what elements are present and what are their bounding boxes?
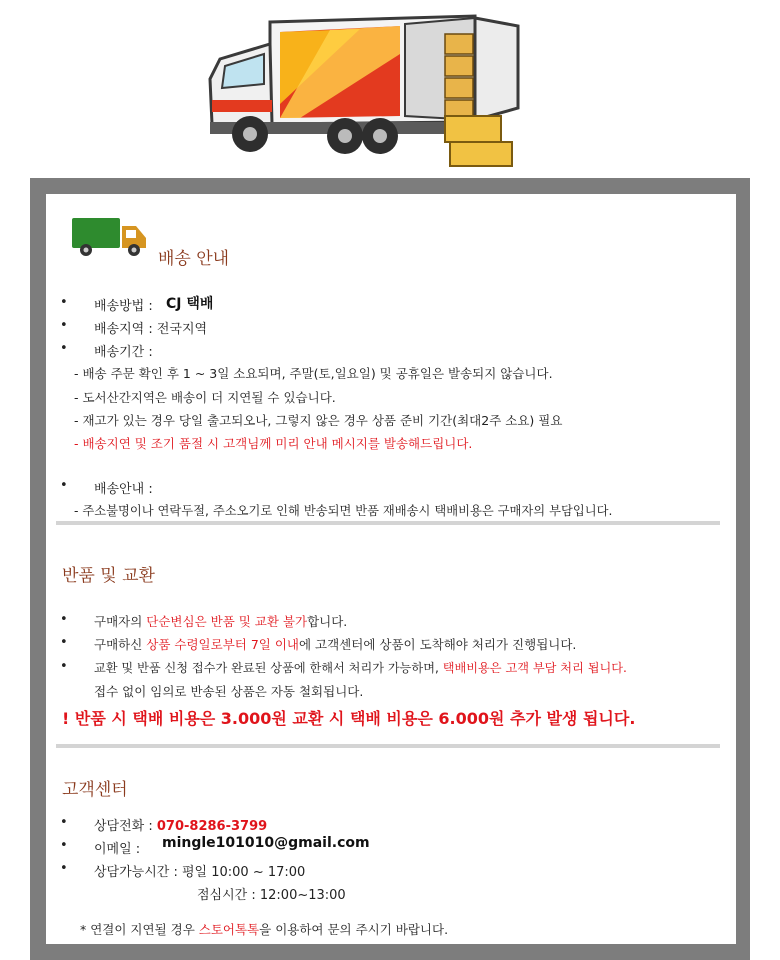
shipping-notice-label: 배송안내 :: [94, 482, 153, 497]
bullet: •: [60, 341, 68, 356]
delivery-truck-icon: [200, 4, 520, 169]
bullet: •: [60, 612, 68, 627]
customer-center-title: 고객센터: [62, 780, 128, 800]
email-label: 이메일 :: [94, 842, 141, 857]
green-truck-icon: [70, 214, 150, 258]
period-line-1: - 배송 주문 확인 후 1 ~ 3일 소요되며, 주말(토,일요일) 및 공휴일은 발송되지 않습니다.: [74, 366, 553, 381]
footer-note: [80, 920, 448, 938]
returns-fee-warning: ! 반품 시 택배 비용은 3.000원 교환 시 택배 비용은 6.000원 추가 발생 됩니다.: [62, 709, 636, 728]
email-address[interactable]: mingle101010@gmail.com: [162, 835, 370, 851]
highlight-text: 상품 수령일로부터 7일 이내: [146, 637, 299, 652]
divider: [56, 744, 720, 748]
bullet: •: [60, 659, 68, 674]
shipping-period-label: 배송기간 :: [94, 345, 153, 360]
text: * 연결이 지연될 경우: [80, 922, 199, 937]
text: 구매하신: [94, 637, 147, 652]
shipping-region: 배송지역 : 전국지역: [94, 322, 208, 337]
bullet: •: [60, 838, 68, 853]
phone-row: [94, 815, 267, 834]
returns-item-2: [94, 635, 576, 653]
period-line-4: - 배송지연 및 조기 품절 시 고객님께 미리 안내 메시지를 발송해드립니다.: [74, 436, 473, 451]
info-frame: [30, 178, 750, 960]
shipping-notice-line: - 주소불명이나 연락두절, 주소오기로 인해 반송되면 반품 재배송시 택배비용은 구매자의 부담입니다.: [74, 504, 613, 518]
returns-item-3: [94, 659, 627, 676]
text: 에 고객센터에 상품이 도착해야 처리가 진행됩니다.: [298, 637, 577, 652]
info-panel: [46, 194, 736, 944]
bullet: •: [60, 635, 68, 650]
highlight-text: 택배비용은 고객 부담 처리 됩니다.: [442, 661, 627, 675]
period-line-2: - 도서산간지역은 배송이 더 지연될 수 있습니다.: [74, 390, 336, 405]
phone-number[interactable]: 070-8286-3799: [156, 819, 268, 834]
bullet: •: [60, 861, 68, 876]
text: 구매자의: [94, 614, 147, 629]
text: 합니다.: [307, 614, 348, 629]
bullet: •: [60, 478, 68, 493]
bullet: •: [60, 295, 68, 310]
returns-title: 반품 및 교환: [62, 566, 155, 586]
truck-illustration: [0, 0, 780, 178]
shipping-method-value: CJ 택배: [166, 296, 214, 312]
period-line-3: - 재고가 있는 경우 당일 출고되오나, 그렇지 않은 경우 상품 준비 기간(최대2주 소요) 필요: [74, 413, 563, 428]
bullet: •: [60, 815, 68, 830]
returns-item-1: [94, 612, 347, 630]
shipping-method-label: 배송방법 :: [94, 299, 153, 314]
shipping-title: 배송 안내: [158, 249, 230, 269]
phone-label: 상담전화 :: [94, 819, 157, 834]
text: 교환 및 반품 신청 접수가 완료된 상품에 한해서 처리가 가능하며,: [94, 661, 443, 675]
divider: [56, 521, 720, 525]
store-talk-link[interactable]: 스토어톡톡: [198, 922, 260, 937]
returns-item-3-cont: 접수 없이 임의로 반송된 상품은 자동 철회됩니다.: [94, 684, 364, 699]
hours-label: 상담가능시간 : 평일 10:00 ~ 17:00: [94, 865, 306, 880]
lunch-hours: 점심시간 : 12:00~13:00: [197, 888, 346, 903]
bullet: •: [60, 318, 68, 333]
text: 을 이용하여 문의 주시기 바랍니다.: [259, 922, 449, 937]
highlight-text: 단순변심은 반품 및 교환 불가: [146, 614, 308, 629]
